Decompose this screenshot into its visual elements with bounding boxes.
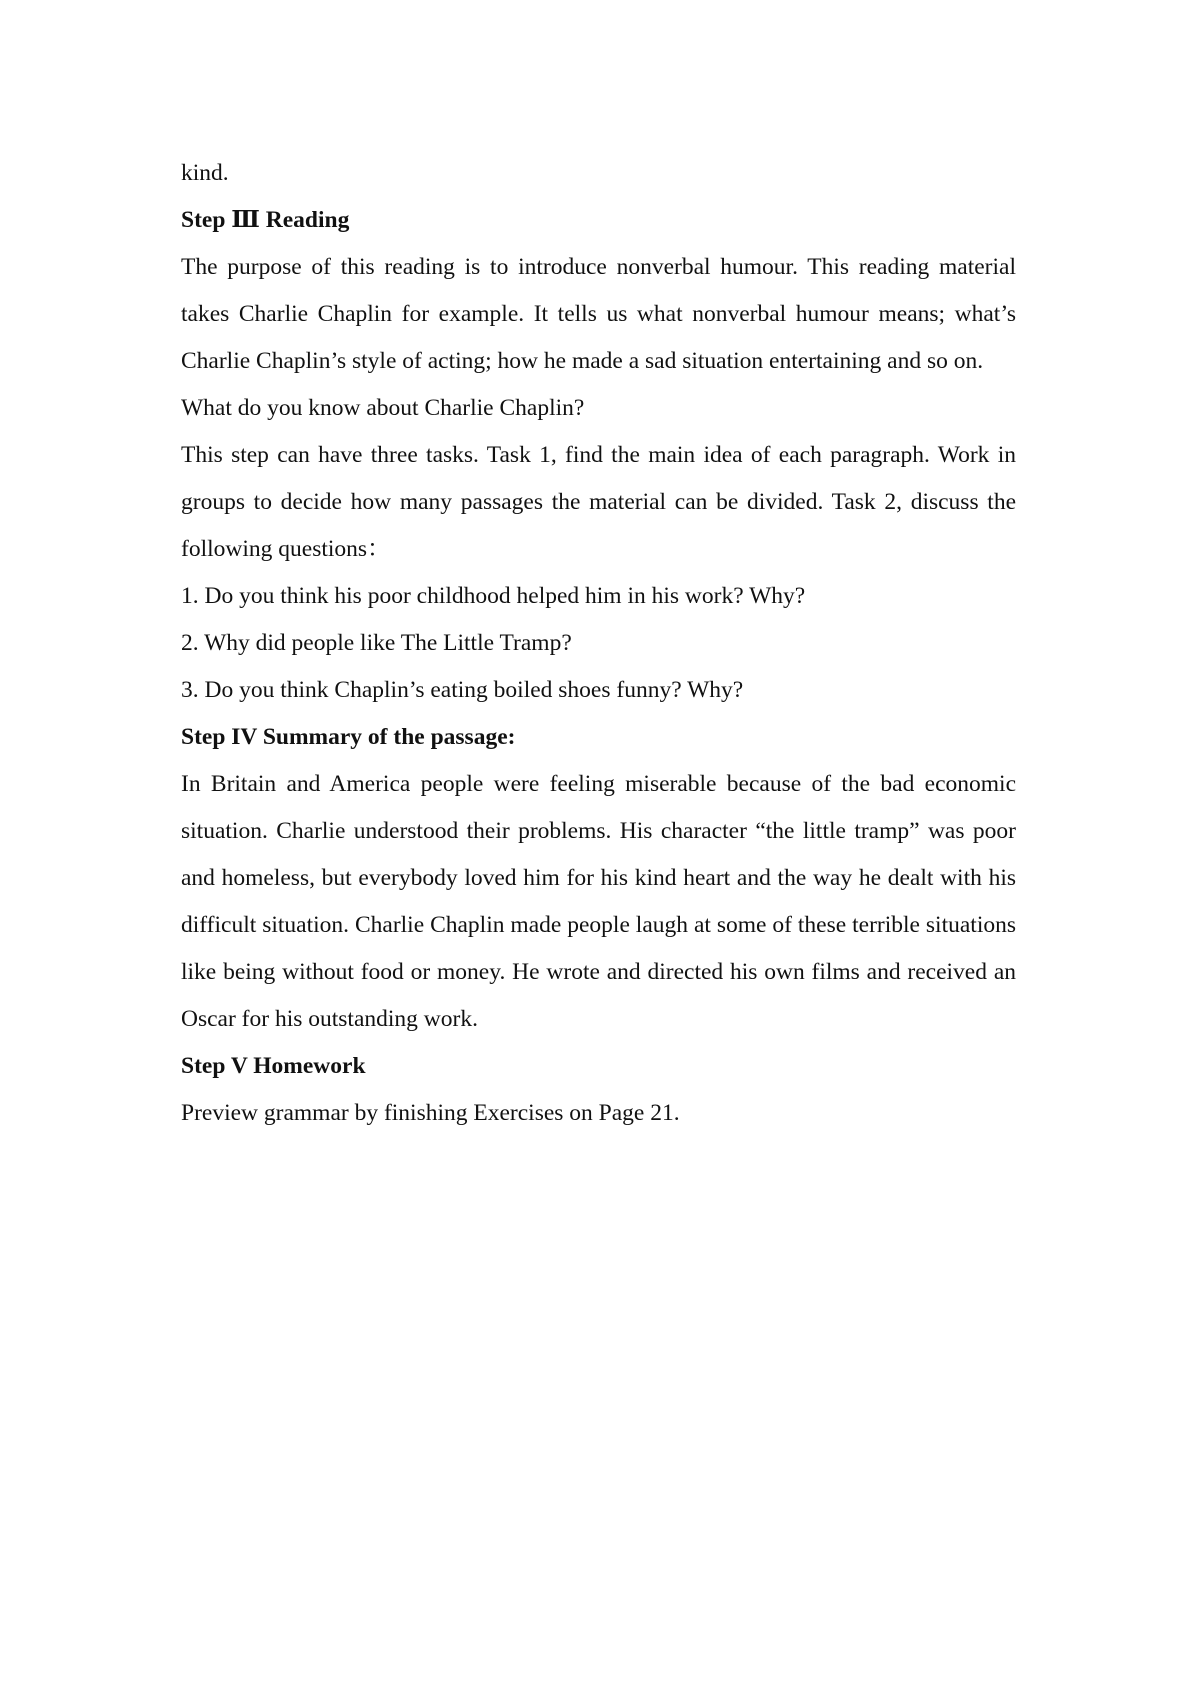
summary-paragraph: In Britain and America people were feeling miserable because of the bad economic situation. Charlie understood their problems. His character “the little tramp” was poor and homeless, but everybody loved him for his kind heart and the way he dealt with his difficult situation. Charlie Chaplin made people laugh at some of these terrible situations like being without food or money. He wrote and directed his own films and received an Oscar for his outstanding work. [181, 771, 1016, 1032]
step-3-heading: Step Ⅲ Reading [181, 207, 350, 233]
question-intro: What do you know about Charlie Chaplin? [181, 395, 585, 421]
continued-text: kind. [181, 160, 229, 186]
question-2: 2. Why did people like The Little Tramp? [181, 630, 572, 656]
homework-text: Preview grammar by finishing Exercises on Page 21. [181, 1100, 680, 1126]
document-body [181, 150, 1016, 1137]
question-3: 3. Do you think Chaplin’s eating boiled shoes funny? Why? [181, 677, 744, 703]
reading-paragraph: The purpose of this reading is to introduce nonverbal humour. This reading material takes Charlie Chaplin for example. It tells us what nonverbal humour means; what’s Charlie Chaplin’s style of acting; how he made a sad situation entertaining and so on. [181, 254, 1016, 374]
question-1: 1. Do you think his poor childhood helped him in his work? Why? [181, 583, 806, 609]
tasks-paragraph: This step can have three tasks. Task 1, find the main idea of each paragraph. Work in groups to decide how many passages the material can be divided. Task 2, discuss the following questions： [181, 442, 1016, 562]
step-4-heading: Step IV Summary of the passage: [181, 724, 516, 750]
step-5-heading: Step V Homework [181, 1053, 366, 1079]
